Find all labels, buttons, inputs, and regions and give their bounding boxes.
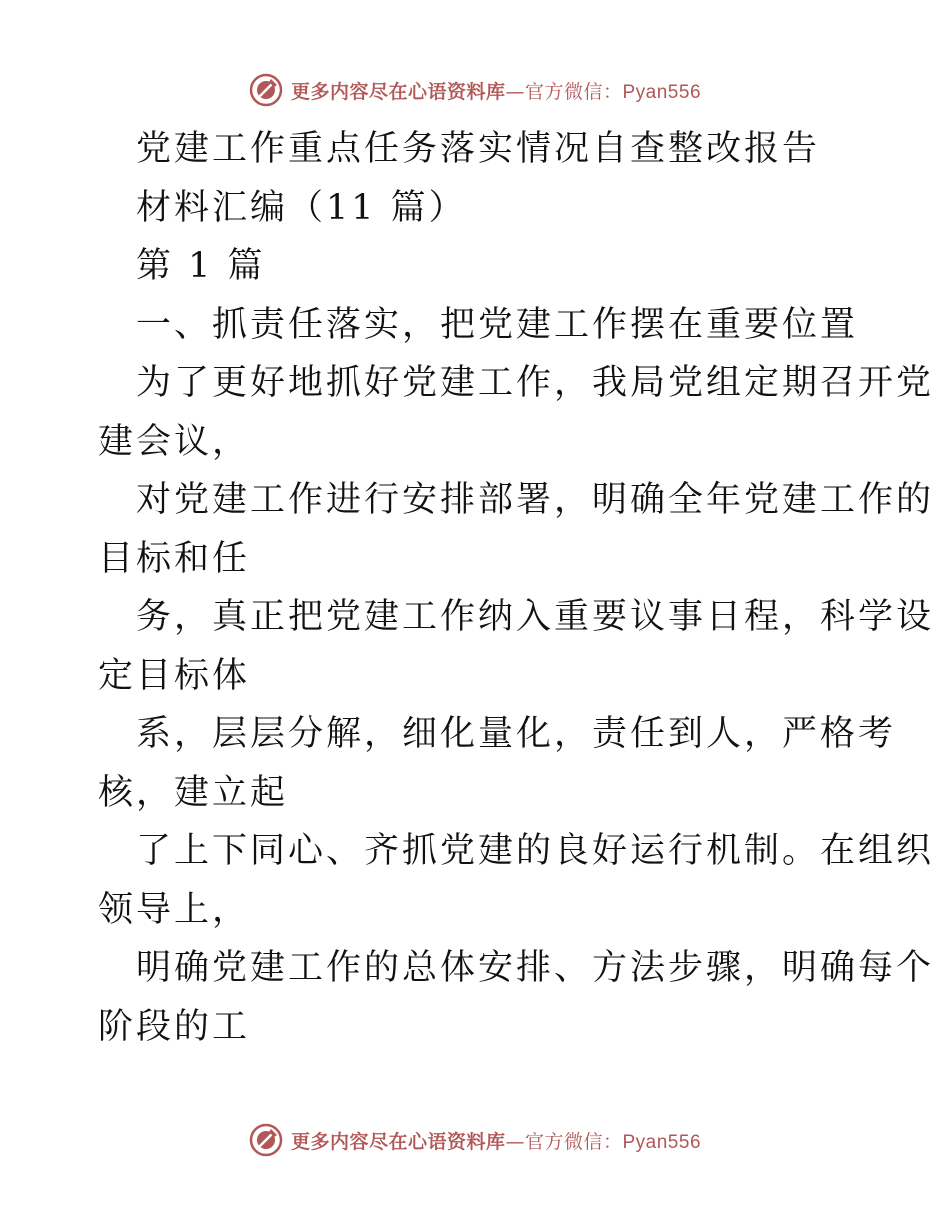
- text-line: 定目标体: [98, 655, 251, 696]
- text-line: 目标和任: [98, 538, 251, 579]
- watermark-dash: —: [505, 80, 525, 103]
- watermark-wechat-id: Pyan556: [622, 81, 702, 103]
- watermark-text: [291, 77, 701, 104]
- watermark-main-text: 更多内容尽在心语资料库: [290, 1130, 506, 1153]
- text-line: 对党建工作进行安排部署，明确全年党建工作的: [136, 480, 935, 520]
- header-watermark: [0, 70, 950, 110]
- watermark-text: [291, 1127, 701, 1154]
- pen-logo-icon: [249, 1123, 283, 1157]
- watermark-wechat-id: Pyan556: [622, 1131, 702, 1153]
- text-line: 建会议，: [98, 421, 251, 462]
- text-line: 一、抓责任落实，把党建工作摆在重要位置: [136, 304, 859, 345]
- footer-watermark: [0, 1120, 950, 1160]
- document-body: [98, 120, 935, 1056]
- text-line: 为了更好地抓好党建工作，我局党组定期召开党: [136, 363, 935, 403]
- text-line: 明确党建工作的总体安排、方法步骤，明确每个: [136, 948, 935, 988]
- text-line: 阶段的工: [98, 1006, 251, 1047]
- text-line: 务，真正把党建工作纳入重要议事日程，科学设: [136, 597, 935, 637]
- text-line: 了上下同心、齐抓党建的良好运行机制。在组织: [136, 831, 935, 871]
- pen-logo-icon: [249, 73, 283, 107]
- watermark-official-text: 官方微信：: [524, 80, 623, 103]
- text-line: 第 1 篇: [136, 246, 266, 286]
- text-line: 材料汇编（11 篇）: [136, 187, 467, 228]
- watermark-dash: —: [505, 1130, 525, 1153]
- text-line: 党建工作重点任务落实情况自查整改报告: [136, 129, 821, 169]
- watermark-official-text: 官方微信：: [524, 1130, 623, 1153]
- watermark-main-text: 更多内容尽在心语资料库: [290, 80, 506, 103]
- text-line: 核，建立起: [98, 772, 289, 813]
- text-line: 系，层层分解，细化量化，责任到人，严格考: [136, 714, 897, 754]
- text-line: 领导上，: [98, 889, 251, 930]
